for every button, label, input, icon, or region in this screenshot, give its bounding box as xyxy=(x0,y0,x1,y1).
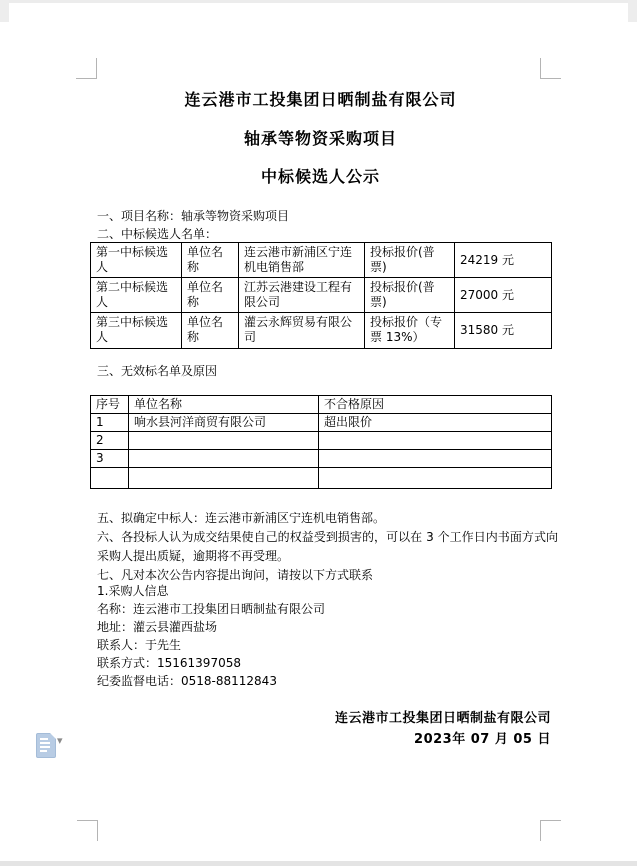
purchaser-info-heading: 1.采购人信息 xyxy=(97,584,169,598)
text-boundary-mark-bottom-left xyxy=(77,820,98,841)
candidates-table-row xyxy=(91,278,552,313)
purchaser-name: 名称：连云港市工投集团日晒制盐有限公司 xyxy=(97,602,326,616)
document-title-announcement: 中标候选人公示 xyxy=(260,167,380,186)
paste-icon-folded-corner xyxy=(50,733,56,739)
page-corner-shade-right xyxy=(628,0,637,22)
header-reason: 不合格原因 xyxy=(319,396,552,414)
purchaser-supervision-phone: 纪委监督电话：0518-88112843 xyxy=(97,674,277,688)
page-corner-shade-left xyxy=(0,0,9,22)
candidates-table xyxy=(90,242,552,349)
cell-seq: 2 xyxy=(91,432,129,450)
signature-date: 2023年 07 月 05 日 xyxy=(414,732,551,747)
text-boundary-mark-bottom-right xyxy=(540,820,561,841)
cell-reason xyxy=(319,450,552,468)
text-boundary-mark-top-left xyxy=(76,58,97,79)
paste-options-icon[interactable] xyxy=(36,733,56,758)
cell-price-value: 27000 元 xyxy=(455,278,552,313)
purchaser-info-block xyxy=(90,582,558,690)
cell-unit-name: 灌云永辉贸易有限公司 xyxy=(239,313,365,349)
cell-unit-name: 连云港市新浦区宁连机电销售部 xyxy=(239,243,365,278)
invalid-table-row xyxy=(91,468,552,489)
document-title-company: 连云港市工投集团日晒制盐有限公司 xyxy=(184,90,457,109)
cell-price-value: 31580 元 xyxy=(455,313,552,349)
cell-unit-label: 单位名称 xyxy=(182,313,239,349)
window-top-edge xyxy=(0,0,637,3)
purchaser-address: 地址：灌云县灌西盐场 xyxy=(97,620,218,634)
section-candidates-heading: 二、中标候选人名单： xyxy=(97,227,218,241)
header-unit-name: 单位名称 xyxy=(129,396,319,414)
invalid-table-row xyxy=(91,414,552,432)
section-winner: 五、拟确定中标人：连云港市新浦区宁连机电销售部。 xyxy=(97,511,386,525)
cell-seq: 3 xyxy=(91,450,129,468)
invalid-table-row xyxy=(91,450,552,468)
invalid-bids-table xyxy=(90,395,552,489)
candidates-table-row xyxy=(91,243,552,278)
document-title-project: 轴承等物资采购项目 xyxy=(243,129,397,148)
cell-seq: 1 xyxy=(91,414,129,432)
candidates-table-row xyxy=(91,313,552,349)
cell-rank: 第三中标候选人 xyxy=(91,313,182,349)
cell-price-value: 24219 元 xyxy=(455,243,552,278)
cell-unit-name: 响水县河洋商贸有限公司 xyxy=(129,414,319,432)
section-inquiry: 七、凡对本次公告内容提出询问，请按以下方式联系 xyxy=(97,568,374,582)
cell-unit-name: 江苏云港建设工程有限公司 xyxy=(239,278,365,313)
text-boundary-mark-top-right xyxy=(540,58,561,79)
cell-seq xyxy=(91,468,129,489)
cell-unit-label: 单位名称 xyxy=(182,243,239,278)
cell-unit-name xyxy=(129,432,319,450)
paste-options-dropdown-icon[interactable]: ▾ xyxy=(57,734,63,747)
header-seq: 序号 xyxy=(91,396,129,414)
cell-reason xyxy=(319,432,552,450)
paste-icon-text-line xyxy=(40,750,47,752)
purchaser-contact-person: 联系人：于先生 xyxy=(97,638,182,652)
cell-unit-name xyxy=(129,450,319,468)
invalid-table-row xyxy=(91,432,552,450)
section-objection: 六、各投标人认为成交结果使自己的权益受到损害的，可以在 3 个工作日内书面方式向采购人提出质疑，逾期将不再受理。 xyxy=(97,530,558,563)
cell-price-label: 投标报价(普票) xyxy=(365,278,455,313)
paste-icon-text-line xyxy=(40,742,50,744)
signature-block xyxy=(90,708,555,750)
cell-price-label: 投标报价(普票) xyxy=(365,243,455,278)
cell-reason xyxy=(319,468,552,489)
cell-rank: 第一中标候选人 xyxy=(91,243,182,278)
section-project-name: 一、项目名称：轴承等物资采购项目 xyxy=(97,209,290,223)
paste-icon-text-line xyxy=(40,746,50,748)
cell-price-label: 投标报价（专票 13%） xyxy=(365,313,455,349)
signature-company: 连云港市工投集团日晒制盐有限公司 xyxy=(334,711,551,726)
paste-icon-text-line xyxy=(40,738,48,740)
cell-unit-name xyxy=(129,468,319,489)
cell-unit-label: 单位名称 xyxy=(182,278,239,313)
section-invalid-heading: 三、无效标名单及原因 xyxy=(97,364,218,378)
cell-reason: 超出限价 xyxy=(319,414,552,432)
invalid-table-header-row xyxy=(91,396,552,414)
window-bottom-edge xyxy=(0,861,637,866)
purchaser-contact-phone: 联系方式：15161397058 xyxy=(97,656,241,670)
cell-rank: 第二中标候选人 xyxy=(91,278,182,313)
